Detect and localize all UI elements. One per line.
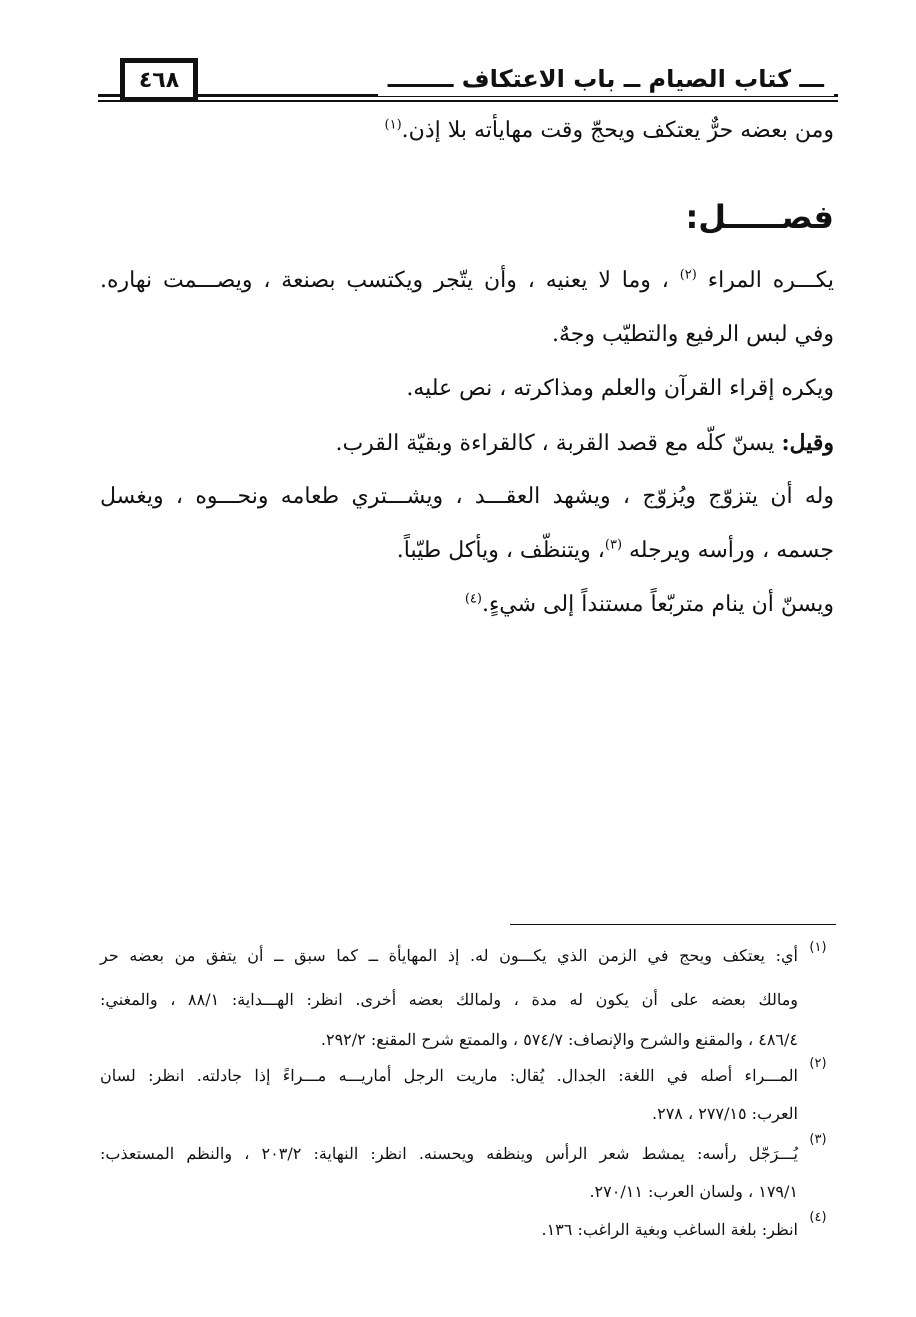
footnote-line: ١٧٩/١ ، ولسان العرب: ٢٧٠/١١. — [589, 1182, 798, 1201]
footnote-ref[interactable]: (٤) — [464, 591, 482, 607]
running-title: ـــ كتاب الصيام ــ باب الاعتكاف ــــــــ — [378, 62, 834, 96]
footnote-number: (١) — [809, 940, 827, 955]
section-heading: فصـــــل: — [685, 198, 834, 236]
footnote-number: (٣) — [809, 1132, 827, 1147]
footnote-line: ومالك بعضه على أن يكون له مدة ، ولمالك بعضه أخرى. انظر: الهـــداية: ٨٨/١ ، والمغني: — [100, 990, 799, 1009]
paragraph-line: وله أن يتزوّج ويُزوّج ، ويشهد العقـــد ، ويشـــتري طعامه ونحـــوه ، ويغسل — [100, 484, 834, 509]
footnote-ref[interactable]: (٢) — [679, 267, 697, 283]
footnote-line: العرب: ٢٧٧/١٥ ، ٢٧٨. — [652, 1104, 798, 1123]
paragraph-line: يكـــره المراء $^{(٢)}$ ، وما لا يعنيه ، وأن يتّجر ويكتسب بصنعة ، ويصـــمت نهاره. — [100, 267, 834, 293]
paragraph-line: جسمه ، ورأسه ويرجله $^{(٣)}$، ويتنظّف ، ويأكل طيّباً. — [396, 537, 834, 563]
footnote-line: أي: يعتكف ويحج في الزمن الذي يكـــون له. إذ المهايأة ــ كما سبق ــ أن يتفق من بعضه حر — [100, 946, 798, 965]
footnote-number: (٤) — [809, 1210, 827, 1225]
paragraph-line: ويسنّ أن ينام متربّعاً مستنداً إلى شيءٍ.$^{(٤)}$ — [464, 591, 834, 617]
paragraph-line: ويكره إقراء القرآن والعلم ومذاكرته ، نص عليه. — [406, 376, 834, 401]
footnote-line: ٤٨٦/٤ ، والمقنع والشرح والإنصاف: ٥٧٤/٧ ، والممتع شرح المقنع: ٢٩٢/٢. — [320, 1030, 798, 1049]
paragraph-line: وقيل: يسنّ كلّه مع قصد القربة ، كالقراءة وبقيّة القرب. — [335, 430, 834, 456]
footnote-separator — [510, 924, 836, 925]
footnote-line: المـــراء أصله في اللغة: الجدال. يُقال: ماريت الرجل أماريـــه مـــراءً إذا جادلته. انظر: لسان — [100, 1066, 798, 1085]
footnote-number: (٢) — [809, 1056, 827, 1071]
footnote-ref[interactable]: (٣) — [604, 537, 623, 553]
footnote-line: انظر: بلغة الساغب وبغية الراغب: ١٣٦. — [541, 1220, 798, 1239]
footnote-line: يُـــرَجّل رأسه: يمشط شعر الرأس وينظفه ويحسنه. انظر: النهاية: ٢٠٣/٢ ، والنظم المستعذب: — [100, 1144, 798, 1163]
header-rule-thin — [98, 100, 838, 102]
paragraph-line: وفي لبس الرفيع والتطيّب وجهٌ. — [551, 322, 834, 347]
footnote-ref[interactable]: (١) — [384, 117, 402, 133]
paragraph-line: ومن بعضه حرٌّ يعتكف ويحجّ وقت مهايأته بلا إذن.$^{(١)}$ — [384, 117, 834, 143]
page-number: ٤٦٨ — [120, 58, 198, 102]
lead-word: وقيل: — [781, 430, 834, 456]
